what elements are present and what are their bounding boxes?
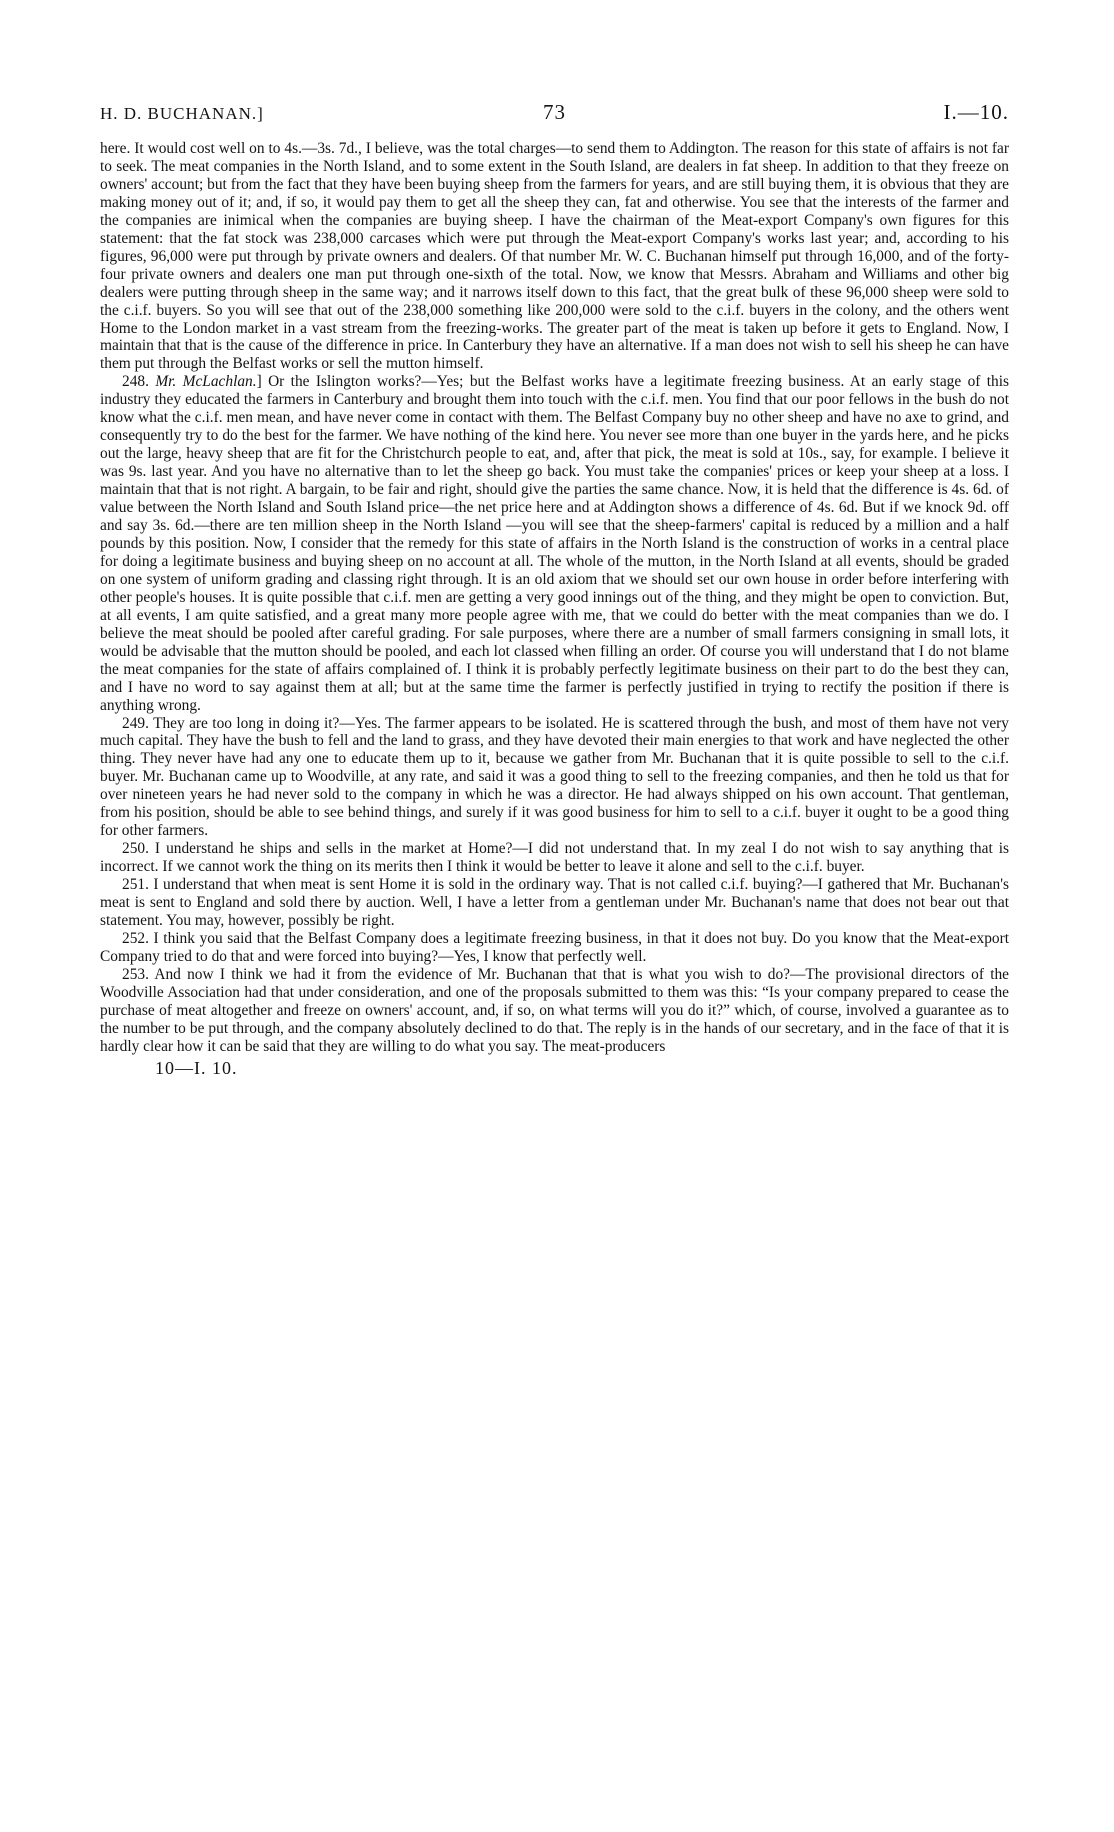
paragraph-text: 253. And now I think we had it from the evidence of Mr. Buchanan that that is what you wish to do?—The provisional directors of the Woodville Association had that under consideration, and one of the proposals submitted to them was this: “Is your company prepared to cease the purchase of meat altogether and freeze on owners' account, and, if so, on what terms will you do it?” which, of course, involved a guarantee as to the number to be put through, and the company absolutely declined to do that. The reply is in the hands of our secretary, and in the face of that it is hardly clear how it can be said that they are willing to do what you say. The meat-producers (100, 965, 1009, 1055)
paragraph-text: here. It would cost well on to 4s.—3s. 7d., I believe, was the total charges—to send them to Addington. The reason for this state of affairs is not far to seek. The meat companies in the North Island, and to some extent in the South Island, are dealers in fat sheep. In addition to that they freeze on owners' account; but from the fact that they have been buying sheep from the farmers for years, and are still buying them, it is obvious that they are making money out of it; and, if so, it would pay them to get all the sheep they can, fat and otherwise. You see that the interests of the farmer and the companies are inimical when the companies are buying sheep. I have the chairman of the Meat-export Company's own figures for this statement: that the fat stock was 238,000 carcases which were put through the Meat-export Company's works last year; and, according to his figures, 96,000 were put through by private owners and dealers. Of that number Mr. W. C. Buchanan himself put through 16,000, and of the forty-four private owners and dealers one man put through one-sixth of the total. Now, we know that Messrs. Abraham and Williams and other big dealers were putting through sheep in the same way; and it narrows itself down to this fact, that the great bulk of these 96,000 sheep were sold to the c.i.f. buyers. So you will see that out of the 238,000 something like 200,000 were sold to the c.i.f. buyers in the colony, and the others went Home to the London market in a vast stream from the freezing-works. The greater part of the meat is taken up before it gets to England. Now, I maintain that that is the cause of the difference in price. In Canterbury they have an alternative. If a man does not wish to sell his sheep he can have them put through the Belfast works or sell the mutton himself. (100, 140, 1009, 373)
paragraph-251 (100, 876, 1009, 930)
paragraph-continuation (100, 140, 1009, 373)
running-header (100, 100, 1009, 140)
question-number: 248. (122, 373, 156, 391)
paragraph-text: 252. I think you said that the Belfast Company does a legitimate freezing business, in that it does not buy. Do you know that the Meat-export Company tried to do that and were forced into buying?—Yes, I know that perfectly well. (100, 929, 1009, 965)
paragraph-text: 250. I understand he ships and sells in the market at Home?—I did not understand that. In my zeal I do not wish to say anything that is incorrect. If we cannot work the thing on its merits then I think it would be better to leave it alone and sell to the c.i.f. buyer. (100, 840, 1009, 876)
speaker-name: Mr. McLachlan. (155, 373, 257, 391)
printer-signature: 10—I. 10. (155, 1057, 238, 1078)
paragraph-text: 249. They are too long in doing it?—Yes. The farmer appears to be isolated. He is scattered through the bush, and most of them have not very much capital. They have the bush to fell and the land to grass, and they have devoted their main energies to that work and have neglected the other thing. They never have had any one to educate them up to it, because we gather from Mr. Buchanan that it is quite possible to sell to the c.i.f. buyer. Mr. Buchanan came up to Woodville, at any rate, and said it was a good thing to sell to the freezing companies, and then he told us that for over nineteen years he had never sold to the company in which he was a director. He had always shipped on his own account. That gentleman, from his position, should be able to see behind things, and surely if it was good business for him to sell to a c.i.f. buyer it ought to be a good thing for other farmers. (100, 714, 1009, 840)
paragraph-text: ] Or the Islington works?—Yes; but the Belfast works have a legitimate freezing business. At an early stage of this industry they educated the farmers in Canterbury and brought them into touch with the c.i.f. men. You find that our poor fellows in the bush do not know what the c.i.f. men mean, and have never come in contact with them. The Belfast Company buy no other sheep and have no axe to grind, and consequently try to do the best for the farmer. We have nothing of the kind here. You never see more than one buyer in the yards here, and he picks out the large, heavy sheep that are fit for the Christchurch people to eat, and, after that pick, the meat is sold at 10s., say, for example. I believe it was 9s. last year. And you have no alternative than to let the sheep go back. You must take the companies' prices or keep your sheep at a loss. I maintain that that is not right. A bargain, to be fair and right, should give the parties the same chance. Now, it is held that the difference is 4s. 6d. of value between the North Island and South Island price—the net price here and at Addington shows a difference of 4s. 6d. But if we knock 9d. off and say 3s. 6d.—there are ten million sheep in the North Island —you will see that the sheep-farmers' capital is reduced by a million and a half pounds by this position. Now, I consider that the remedy for this state of affairs in the North Island is the construction of works in a central place for doing a legitimate business and buying sheep on no account at all. The whole of the mutton, in the North Island at all events, should be graded on one system of uniform grading and classing right through. It is an old axiom that we should set our own house in order before interfering with other people's houses. It is quite possible that c.i.f. men are getting a very good innings out of the thing, and they might be open to conviction. But, at all events, I am quite satisfied, and a great many more people agree with me, that we could do better with the meat companies than we do. I believe the meat should be pooled after careful grading. For sale purposes, where there are a number of small farmers consigning in small lots, it would be advisable that the mutton should be pooled, and each lot classed when filling an order. Of course you will understand that I do not blame the meat companies for the state of affairs complained of. I think it is probably perfectly legitimate business on their part to do the best they can, and I have no word to say against them at all; but at the same time the farmer is perfectly justified in trying to rectify the position if there is anything wrong. (100, 373, 1010, 714)
page-number: 73 (543, 100, 566, 124)
body-text (100, 140, 1009, 1056)
witness-name: H. D. BUCHANAN.] (100, 104, 264, 123)
paragraph-253 (100, 966, 1009, 1056)
paper-reference: I.—10. (943, 100, 1009, 124)
paragraph-250 (100, 840, 1009, 876)
paragraph-248 (100, 373, 1009, 714)
paragraph-249 (100, 715, 1009, 841)
paragraph-text: 251. I understand that when meat is sent Home it is sold in the ordinary way. That is not called c.i.f. buying?—I gathered that Mr. Buchanan's meat is sent to England and sold there by auction. Well, I have a letter from a gentleman under Mr. Buchanan's name that does not bear out that statement. You may, however, possibly be right. (100, 876, 1009, 929)
paragraph-252 (100, 930, 1009, 966)
